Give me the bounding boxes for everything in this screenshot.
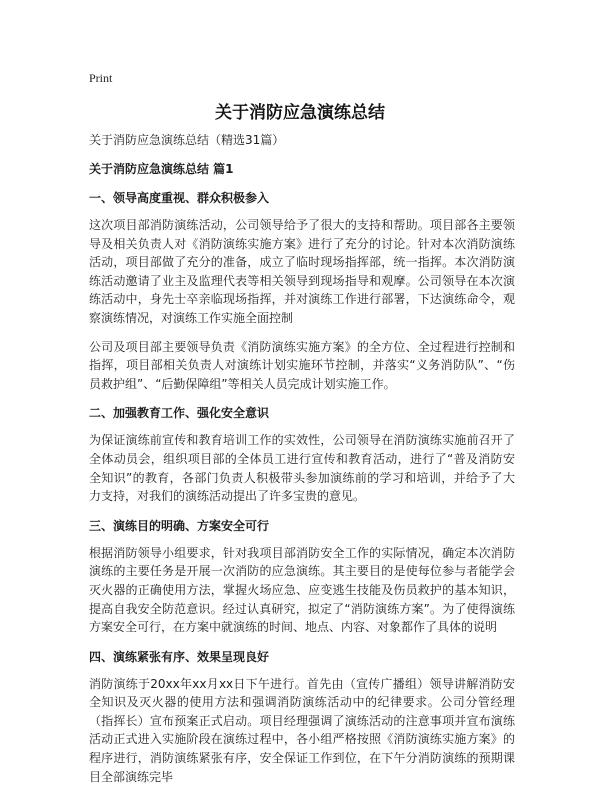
paragraph-3: 为保证演练前宣传和教育培训工作的实效性，公司领导在消防演练实施前召开了全体动员会，组织项目部的全体员工进行宣传和教育活动，进行了“普及消防安全知识”的教育，各部门负责人积极带头参加演练前的学习和培训，并给予了大力支持，对我们的演练活动提出了许多宝贵的意见。 (89, 433, 515, 504)
paragraph-4: 根据消防领导小组要求，针对我项目部消防安全工作的实际情况，确定本次消防演练的主要任务是开展一次消防的应急演练。其主要目的是使每位参与者能学会灭火器的正确使用方法，掌握火场应急、应变逃生技能及伤员救护的基本知识，提高自我安全防范意识。经过认真研究，拟定了“消防演练方案”。为了使得演练方案安全可行，在方案中就演练的时间、地点、内容、对象都作了具体的说明 (89, 545, 515, 635)
section-title: 关于消防应急演练总结 篇1 (89, 162, 234, 176)
paragraph-2: 公司及项目部主要领导负责《消防演练实施方案》的全方位、全过程进行控制和指挥，项目部相关负责人对演练计划实施环节控制，并落实“义务消防队”、“伤员救护组”、“后勤保障组”等相关人员完成计划实施工作。 (89, 339, 515, 391)
heading-1: 一、领导高度重视、群众积极参入 (89, 191, 270, 205)
heading-4: 四、演练紧张有序、效果呈现良好 (89, 649, 270, 664)
document-subtitle: 关于消防应急演练总结（精选31篇） (89, 133, 285, 147)
paragraph-1: 这次项目部消防演练活动，公司领导给予了很大的支持和帮助。项目部各主要领导及相关负责人对《消防演练实施方案》进行了充分的讨论。针对本次消防演练活动，项目部做了充分的准备，成立了临时现场指挥部，统一指挥。本次消防演练活动邀请了业主及监理代表等相关领导到现场指导和观摩。公司领导在本次演练活动中，身先士卒亲临现场指挥，并对演练工作进行部署，下达演练命令，观察演练情况，对演练工作实施全面控制 (89, 218, 515, 325)
print-label[interactable]: Print (89, 71, 113, 85)
heading-3: 三、演练目的明确、方案安全可行 (89, 518, 270, 533)
paragraph-5: 消防演练于20xx年xx月xx日下午进行。首先由（宣传广播组）领导讲解消防安全知识及灭火器的使用方法和强调消防演练活动中的纪律要求。公司分管经理（指挥长）宣布预案正式启动。项目经理强调了演练活动的注意事项并宣布演练活动正式进入实施阶段在演练过程中，各小组严格按照《消防演练实施方案》的程序进行，消防演练紧张有序，安全保证工作到位，在下午分消防演练的预期课目全部演练完毕 (89, 676, 515, 784)
page-title: 关于消防应急演练总结 (215, 103, 385, 123)
heading-2: 二、加强教育工作、强化安全意识 (89, 406, 270, 421)
document-body (89, 130, 515, 796)
